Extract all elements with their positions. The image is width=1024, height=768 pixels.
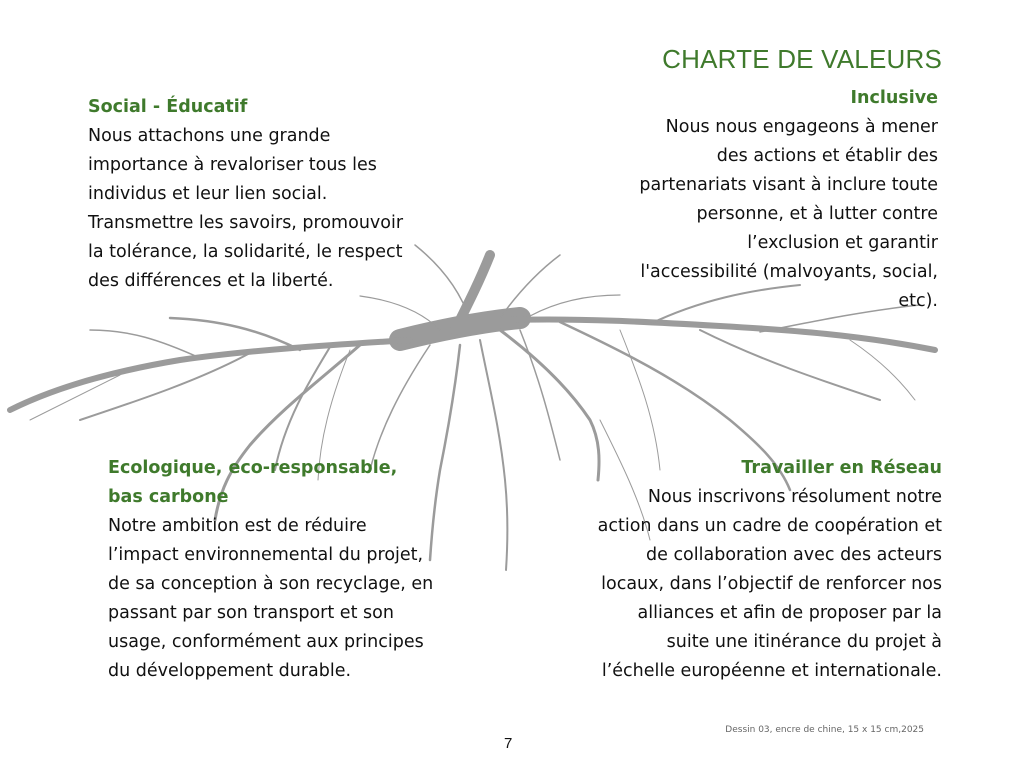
section-body: Notre ambition est de réduire l’impact environnemental du projet, de sa conception à son recyclage, en passant par son transport et son usage, conformément aux principes du développement durable. [108, 516, 434, 681]
section-heading: Ecologique, eco-responsable, bas carbone [108, 458, 398, 507]
root-branch [480, 340, 507, 570]
section-social [88, 93, 408, 296]
section-heading: Inclusive [850, 88, 938, 108]
section-ecologique [108, 454, 438, 686]
root-branch [370, 345, 430, 470]
section-body: Nous nous engageons à mener des actions et établir des partenariats visant à inclure toute personne, et à lutter contre l’exclusion et garantir l'accessibilité (malvoyants, social, etc). [639, 117, 938, 311]
drawing-caption: Dessin 03, encre de chine, 15 x 15 cm,2025 [725, 725, 924, 735]
section-body: Nous attachons une grande importance à revaloriser tous les individus et leur lien social. Transmettre les savoirs, promouvoir la tolérance, la solidarité, le respect des différences et la liberté. [88, 126, 404, 291]
section-inclusive [638, 84, 938, 316]
page-number: 7 [504, 735, 513, 752]
page-title: CHARTE DE VALEURS [662, 44, 942, 74]
root-branch [510, 319, 935, 350]
section-reseau [597, 454, 942, 686]
section-heading: Social - Éducatif [88, 97, 248, 117]
root-branch [700, 330, 880, 400]
root-branch [170, 318, 300, 350]
section-heading: Travailler en Réseau [741, 458, 942, 478]
section-body: Nous inscrivons résolument notre action dans un cadre de coopération et de collaboration avec des acteurs locaux, dans l’objectif de renforcer nos alliances et afin de proposer par la suite une itinérance du projet à l’échelle européenne et internationale. [597, 487, 942, 681]
root-fiber [850, 340, 915, 400]
root-branch [275, 347, 330, 470]
root-branch [500, 330, 599, 480]
root-fiber [530, 295, 620, 316]
root-branch [90, 330, 200, 358]
root-fiber [620, 330, 660, 470]
